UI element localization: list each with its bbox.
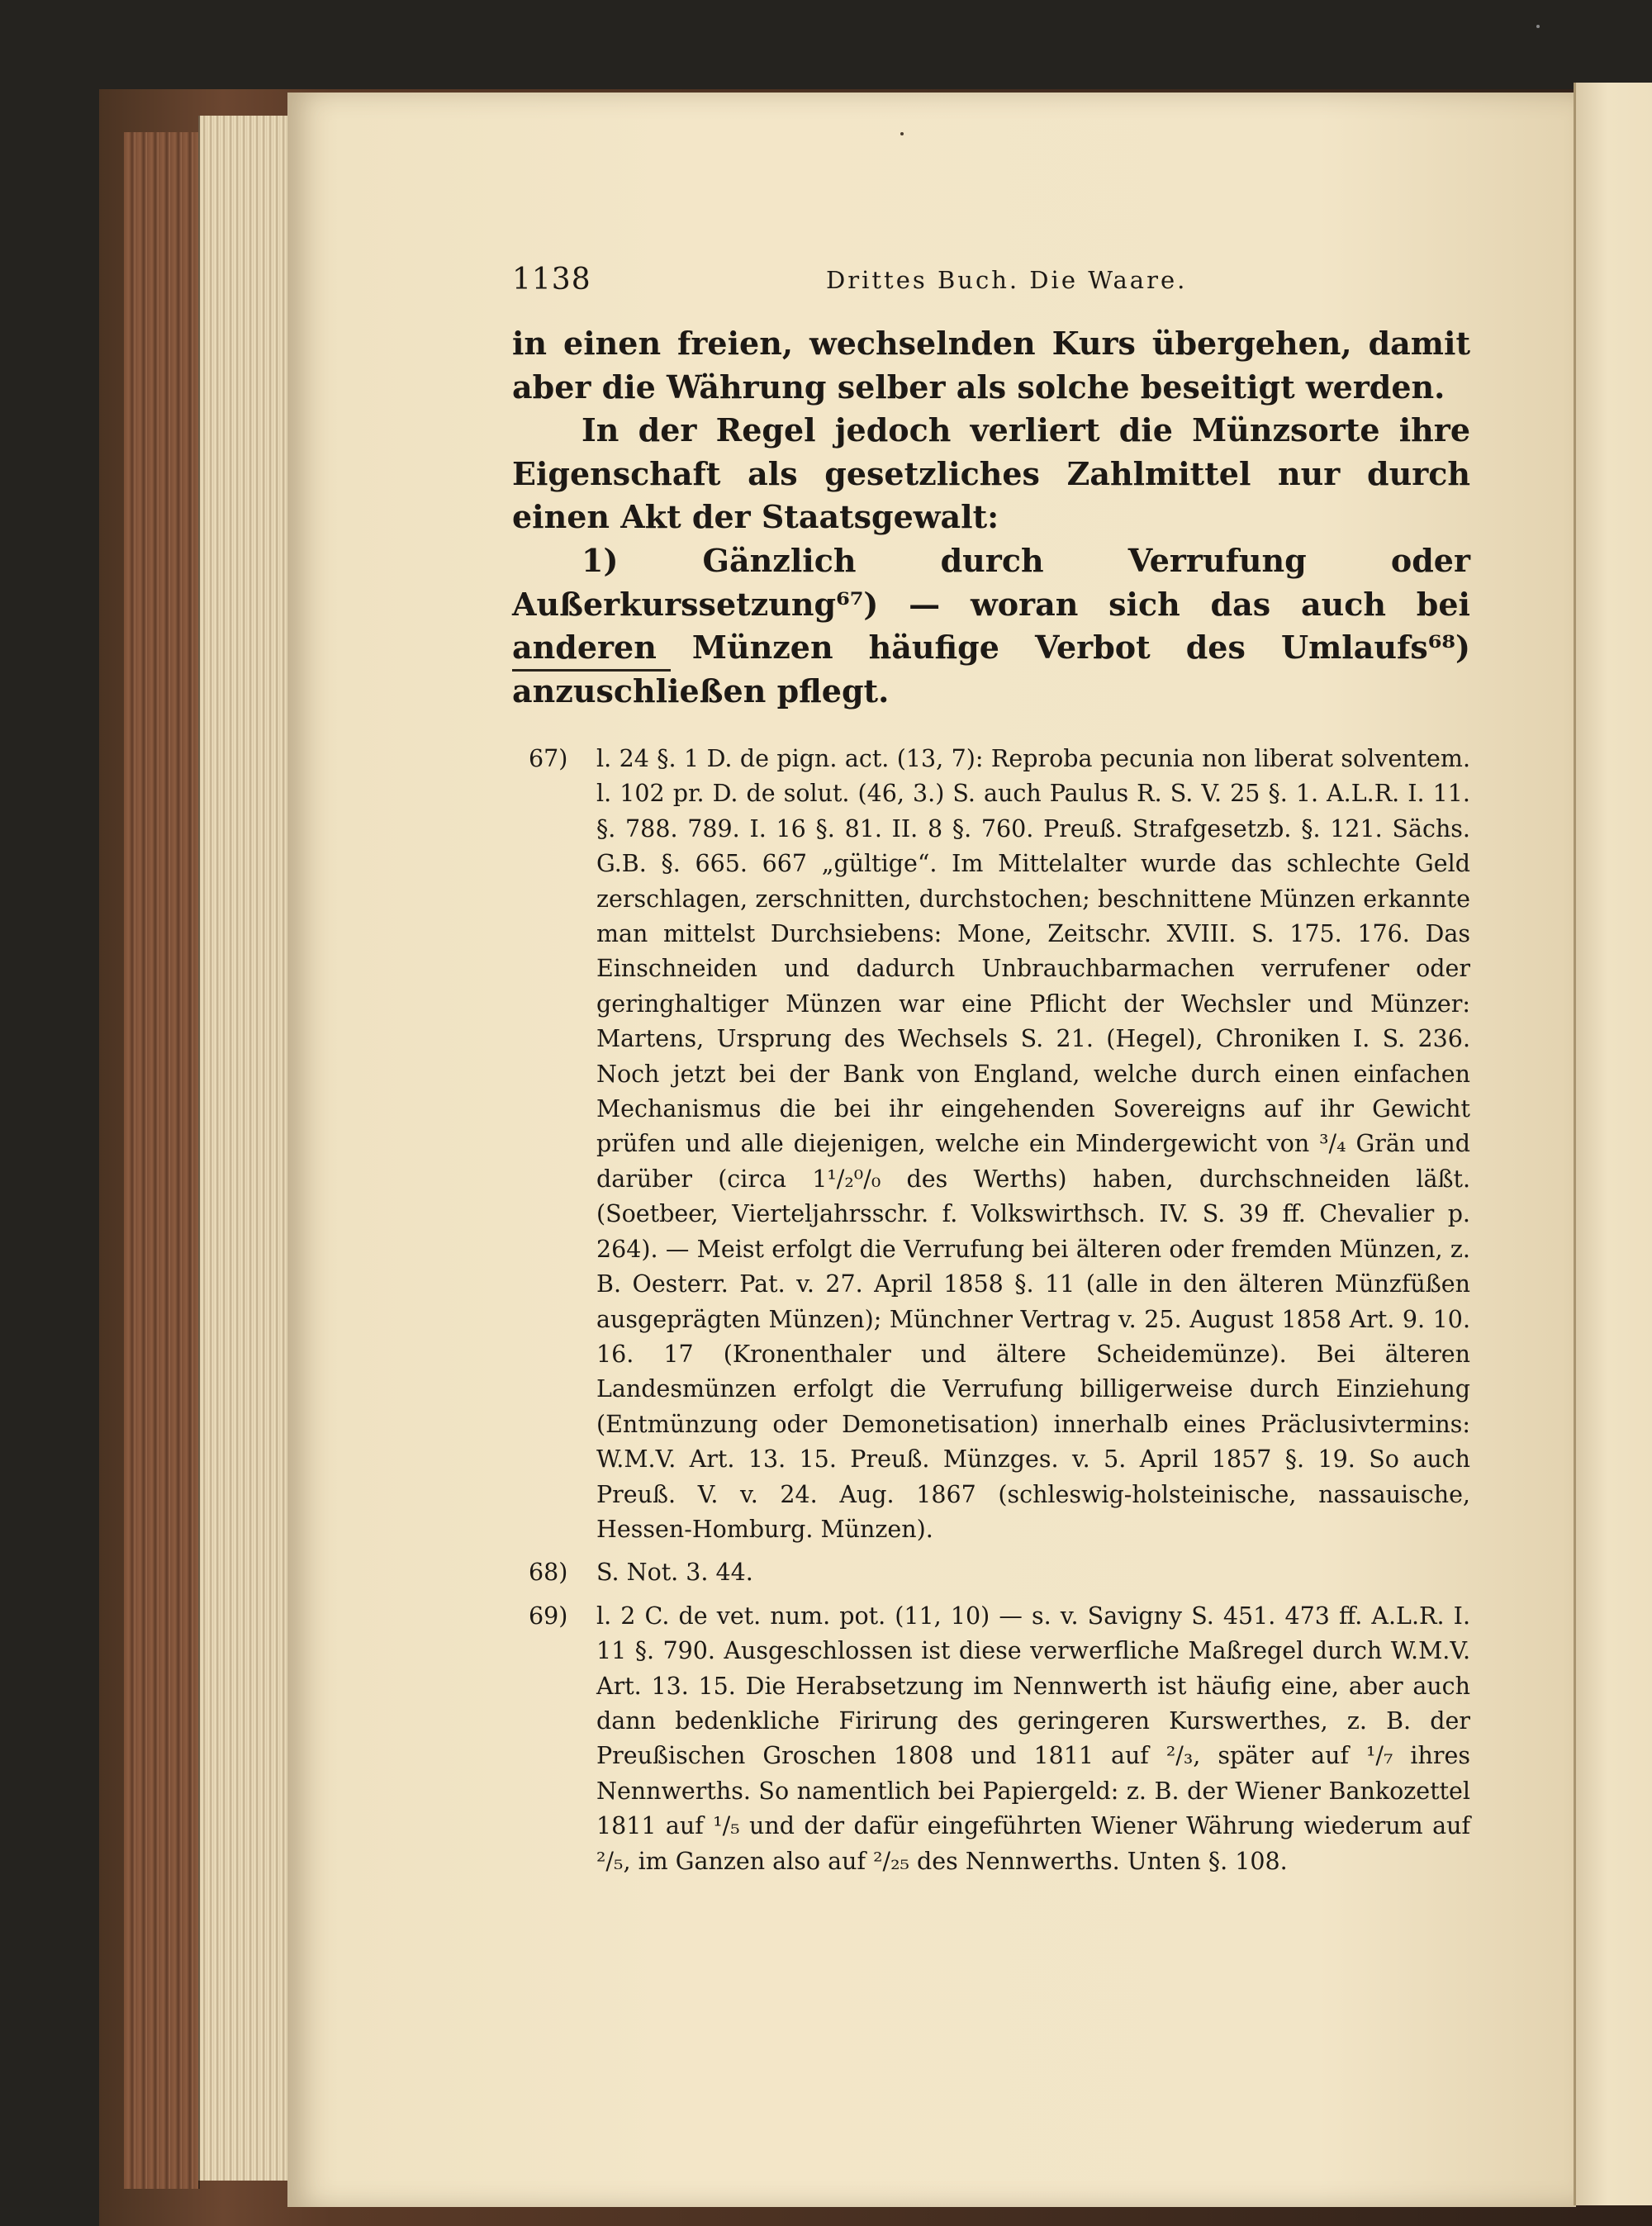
footnote-number: 68) bbox=[529, 1559, 568, 1587]
footnote-text: l. 24 §. 1 D. de pign. act. (13, 7): Reproba pecunia non liberat solventem. l. 102 pr. D. de solut. (46, 3.) S. auch Paulus R. S. V. 25 §. 1. A.L.R. I. 11. §. 788. 789. I. 16 §. 81. II. 8 §. 760. Preuß. Strafgesetzb. §. 121. Sächs. G.B. §. 665. 667 „gültige“. Im Mittelalter wurde das schlechte Geld zerschlagen, zerschnitten, durchstochen; beschnittene Münzen erkannte man mittelst Durchsiebens: Mone, Zeitschr. XVIII. S. 175. 176. Das Einschneiden und dadurch Unbrauchbarmachen verrufener oder geringhaltiger Münzen war eine Pflicht der Wechsler und Münzer: Martens, Ursprung des Wechsels S. 21. (Hegel), Chroniken I. S. 236. Noch jetzt bei der Bank von England, welche durch einen einfachen Mechanismus die bei ihr eingehenden Sovereigns auf ihr Gewicht prüfen und alle diejenigen, welche ein Mindergewicht von ³/₄ Grän und darüber (circa 1¹/₂⁰/₀ des Werths) haben, durchschneiden läßt. (Soetbeer, Vierteljahrsschr. f. Volkswirthsch. IV. S. 39 ff. Chevalier p. 264). — Meist erfolgt die Verrufung bei älteren oder fremden Münzen, z. B. Oesterr. Pat. v. 27. April 1858 §. 11 (alle in den älteren Münzfüßen ausgeprägten Münzen); Münchner Vertrag v. 25. August 1858 Art. 9. 10. 16. 17 (Kronenthaler und ältere Scheidemünze). Bei älteren Landesmünzen erfolgt die Verrufung billigerweise durch Einziehung (Entmünzung oder Demonetisation) innerhalb eines Präclusivtermins: W.M.V. Art. 13. 15. Preuß. Münzges. v. 5. April 1857 §. 19. So auch Preuß. V. v. 24. Aug. 1867 (schleswig-holsteinische, nassauische, Hessen-Homburg. Münzen). bbox=[596, 745, 1470, 1543]
facing-page-edge bbox=[1574, 83, 1652, 2205]
footnotes bbox=[529, 742, 1470, 1887]
footnote-number: 67) bbox=[529, 745, 568, 772]
footnote bbox=[529, 742, 1470, 1547]
footnote bbox=[529, 1599, 1470, 1879]
paragraph: in einen freien, wechselnden Kurs übergehen, damit aber die Währung selber als solche beseitigt werden. bbox=[512, 325, 1470, 406]
main-text bbox=[512, 322, 1470, 713]
footnote-number: 69) bbox=[529, 1602, 568, 1630]
footnote bbox=[529, 1555, 1470, 1590]
book-spine-edge bbox=[124, 132, 200, 2189]
page-number: 1138 bbox=[512, 263, 591, 297]
footnote-divider bbox=[512, 669, 671, 672]
footnote-text: S. Not. 3. 44. bbox=[596, 1559, 753, 1587]
paper-speck bbox=[900, 132, 904, 135]
background-speck bbox=[1536, 25, 1540, 28]
running-head bbox=[512, 263, 1487, 304]
paragraph: 1) Gänzlich durch Verrufung oder Außerkurssetzung⁶⁷) — woran sich das auch bei anderen Münzen häufige Verbot des Umlaufs⁶⁸) anzuschließen pflegt. bbox=[512, 541, 1470, 710]
footnote-text: l. 2 C. de vet. num. pot. (11, 10) — s. v. Savigny S. 451. 473 ff. A.L.R. I. 11 §. 790. Ausgeschlossen ist diese verwerfliche Maßregel durch W.M.V. Art. 13. 15. Die Herabsetzung im Nennwerth ist häufig eine, aber auch dann bedenkliche Firirung des geringeren Kurswerthes, z. B. der Preußischen Groschen 1808 und 1811 auf ²/₃, später auf ¹/₇ ihres Nennwerths. So namentlich bei Papiergeld: z. B. der Wiener Bankozettel 1811 auf ¹/₅ und der dafür eingeführten Wiener Währung wiederum auf ²/₅, im Ganzen also auf ²/₂₅ des Nennwerths. Unten §. 108. bbox=[596, 1602, 1470, 1875]
page-stack-edge bbox=[198, 116, 291, 2181]
paragraph: In der Regel jedoch verliert die Münzsorte ihre Eigenschaft als gesetzliches Zahlmittel nur durch einen Akt der Staatsgewalt: bbox=[512, 411, 1470, 536]
running-head-title: Drittes Buch. Die Waare. bbox=[826, 266, 1188, 294]
